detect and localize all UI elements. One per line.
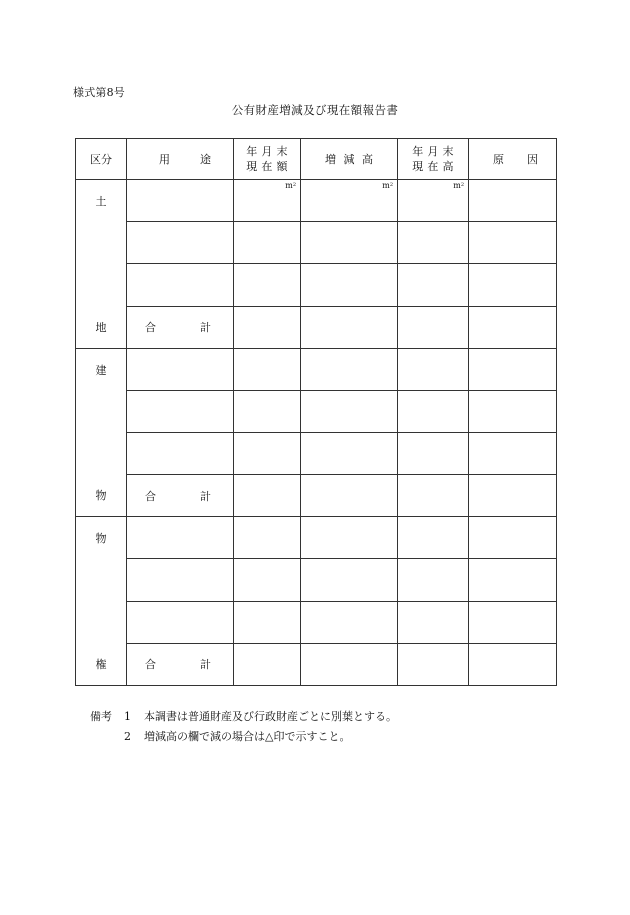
reason-cell[interactable] (469, 180, 557, 222)
reason-cell[interactable] (469, 643, 557, 685)
balance-cell[interactable] (398, 306, 469, 348)
remarks (90, 707, 397, 747)
total-row (76, 643, 557, 685)
balance-cell[interactable] (398, 390, 469, 432)
change-cell[interactable] (301, 517, 398, 559)
use-cell[interactable] (127, 432, 234, 474)
reason-cell[interactable] (469, 601, 557, 643)
reason-cell[interactable] (469, 264, 557, 306)
amount-cell[interactable] (234, 390, 301, 432)
remark-text: 本調書は普通財産及び行政財産ごとに別葉とする。 (144, 710, 397, 723)
change-cell[interactable] (301, 348, 398, 390)
change-cell[interactable] (301, 475, 398, 517)
balance-cell[interactable] (398, 643, 469, 685)
category-cell-building: 建 物 (76, 348, 127, 517)
change-cell[interactable] (301, 601, 398, 643)
table-row (76, 222, 557, 264)
balance-cell[interactable] (398, 432, 469, 474)
table-row (76, 601, 557, 643)
change-cell[interactable] (301, 432, 398, 474)
reason-cell[interactable] (469, 348, 557, 390)
use-cell[interactable] (127, 264, 234, 306)
balance-cell[interactable] (398, 475, 469, 517)
unit-label: $m^2$ (382, 181, 393, 191)
balance-cell[interactable] (398, 348, 469, 390)
document-title: 公有財産増減及び現在額報告書 (231, 103, 399, 117)
use-cell[interactable] (127, 390, 234, 432)
remark-item (90, 707, 397, 727)
amount-cell[interactable] (234, 432, 301, 474)
remarks-heading: 備考 (90, 710, 112, 723)
change-cell[interactable] (301, 222, 398, 264)
amount-cell[interactable] (234, 264, 301, 306)
reason-cell[interactable] (469, 517, 557, 559)
amount-cell[interactable] (234, 348, 301, 390)
header-month-end-balance: 年 月 末 現 在 高 (398, 139, 469, 180)
amount-cell[interactable] (234, 180, 301, 222)
change-cell[interactable] (301, 180, 398, 222)
balance-cell[interactable] (398, 264, 469, 306)
category-cell-land: 土 地 (76, 180, 127, 349)
unit-label: $m^2$ (285, 181, 296, 191)
table-row (76, 180, 557, 222)
remark-number: 1 (124, 710, 131, 723)
reason-cell[interactable] (469, 559, 557, 601)
change-cell[interactable] (301, 306, 398, 348)
remark-number: 2 (124, 730, 131, 743)
balance-cell[interactable] (398, 559, 469, 601)
total-row (76, 306, 557, 348)
balance-cell[interactable] (398, 517, 469, 559)
reason-cell[interactable] (469, 306, 557, 348)
reason-cell[interactable] (469, 475, 557, 517)
header-category: 区分 (76, 139, 127, 180)
table-row (76, 348, 557, 390)
header-change: 増 減 高 (301, 139, 398, 180)
use-cell[interactable] (127, 559, 234, 601)
total-label: 合 計 (127, 475, 234, 517)
balance-cell[interactable] (398, 222, 469, 264)
reason-cell[interactable] (469, 222, 557, 264)
change-cell[interactable] (301, 264, 398, 306)
change-cell[interactable] (301, 643, 398, 685)
change-cell[interactable] (301, 559, 398, 601)
change-cell[interactable] (301, 390, 398, 432)
use-cell[interactable] (127, 517, 234, 559)
form-number: 様式第8号 (73, 86, 125, 99)
use-cell[interactable] (127, 348, 234, 390)
header-reason: 原 因 (469, 139, 557, 180)
table-row (76, 264, 557, 306)
table-row (76, 559, 557, 601)
use-cell[interactable] (127, 222, 234, 264)
total-label: 合 計 (127, 643, 234, 685)
remark-text: 増減高の欄で減の場合は△印で示すこと。 (144, 730, 351, 743)
table-row (76, 517, 557, 559)
amount-cell[interactable] (234, 222, 301, 264)
header-row (76, 139, 557, 180)
balance-cell[interactable] (398, 180, 469, 222)
amount-cell[interactable] (234, 475, 301, 517)
total-label: 合 計 (127, 306, 234, 348)
table-row (76, 390, 557, 432)
amount-cell[interactable] (234, 517, 301, 559)
total-row (76, 475, 557, 517)
amount-cell[interactable] (234, 559, 301, 601)
amount-cell[interactable] (234, 306, 301, 348)
use-cell[interactable] (127, 601, 234, 643)
use-cell[interactable] (127, 180, 234, 222)
table-row (76, 432, 557, 474)
header-month-end-amount: 年 月 末 現 在 額 (234, 139, 301, 180)
header-use: 用 途 (127, 139, 234, 180)
amount-cell[interactable] (234, 643, 301, 685)
report-table (75, 138, 557, 686)
unit-label: $m^2$ (453, 181, 464, 191)
balance-cell[interactable] (398, 601, 469, 643)
remark-item (90, 727, 397, 747)
reason-cell[interactable] (469, 390, 557, 432)
reason-cell[interactable] (469, 432, 557, 474)
amount-cell[interactable] (234, 601, 301, 643)
category-cell-real-right: 物 権 (76, 517, 127, 686)
